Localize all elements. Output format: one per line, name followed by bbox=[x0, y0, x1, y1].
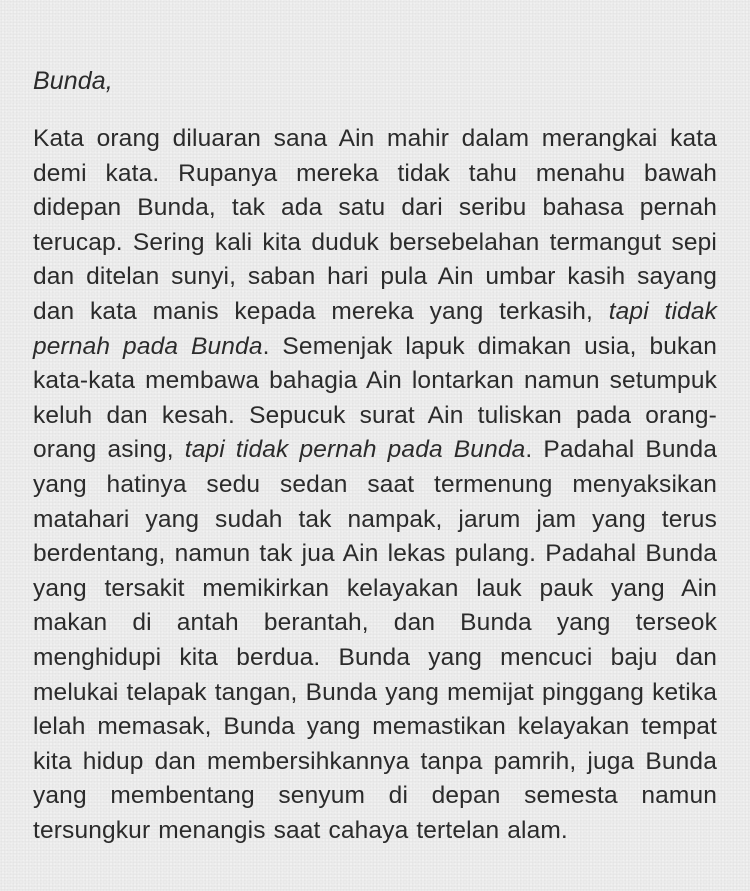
letter-text-segment: . Semenjak lapuk dimakan usia, bukan kata-kata membawa bahagia Ain lontarkan namun setumpuk keluh dan kesah. Sepucuk surat Ain tuliskan pada orang-orang asing, bbox=[33, 332, 717, 464]
letter-salutation: Bunda, bbox=[33, 67, 113, 95]
letter-text-segment: Kata orang diluaran sana Ain mahir dalam merangkai kata demi kata. Rupanya mereka tidak tahu menahu bawah didepan Bunda, tak ada satu dari seribu bahasa pernah terucap. Sering kali kita duduk bersebelahan termangut sepi dan ditelan sunyi, saban hari pula Ain umbar kasih sayang dan kata manis kepada mereka yang terkasih, bbox=[33, 125, 717, 325]
letter-italic-phrase: tapi tidak pernah pada Bunda bbox=[33, 297, 717, 360]
letter-italic-phrase: tapi tidak pernah pada Bunda bbox=[184, 436, 526, 464]
letter-body bbox=[33, 122, 717, 848]
letter-text-segment: . Padahal Bunda yang hatinya sedu sedan saat termenung menyaksikan matahari yang sudah tak nampak, jarum jam yang terus berdentang, namun tak jua Ain lekas pulang. Padahal Bunda yang tersakit memikirkan kelayakan lauk pauk yang Ain makan di antah berantah, dan Bunda yang terseok menghidupi kita berdua. Bunda yang mencuci baju dan melukai telapak tangan, Bunda yang memijat pinggang ketika lelah memasak, Bunda yang memastikan kelayakan tempat kita hidup dan membersihkannya tanpa pamrih, juga Bunda yang membentang senyum di depan semesta namun tersungkur menangis saat cahaya tertelan alam. bbox=[33, 436, 717, 844]
